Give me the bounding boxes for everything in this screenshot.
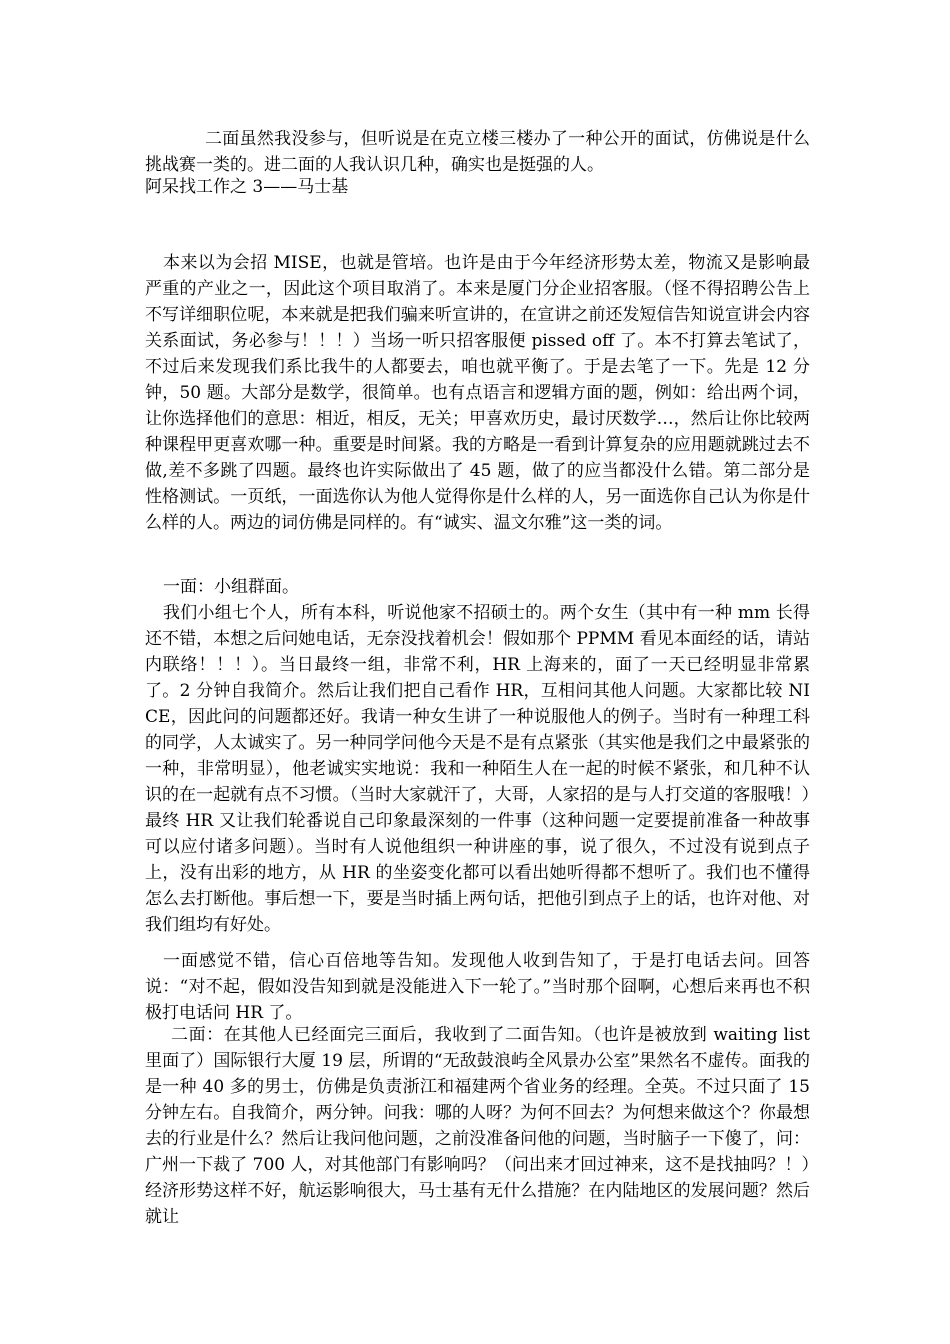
heading-round1: 一面：小组群面。	[163, 577, 299, 597]
paragraph-intro: 二面虽然我没参与，但听说是在克立楼三楼办了一种公开的面试，仿佛说是什么挑战赛一类的。进二面的人我认识几种，确实也是挺强的人。	[145, 129, 810, 175]
article-title: 阿呆找工作之 3——马士基	[145, 177, 349, 197]
paragraph-round2: 二面：在其他人已经面完三面后，我收到了二面告知。（也许是被放到 waiting list 里面了）国际银行大厦 19 层，所谓的“无敌鼓浪屿全风景办公室”果然名不虚传。面我的是一种 40 多的男士，仿佛是负责浙江和福建两个省业务的经理。全英。不过只面了 15 分钟左右。自我简介，两分钟。问我：哪的人呀？为何不回去？为何想来做这个？你最想去的行业是什么？然后让我问他问题，之前没准备问他的问题，当时脑子一下傻了，问：广州一下裁了 700 人，对其他部门有影响吗？（问出来才回过神来，这不是找抽吗？！）经济形势这样不好，航运影响很大，马士基有无什么措施？在内陆地区的发展问题？然后就让	[145, 1025, 810, 1227]
paragraph-after-round1: 一面感觉不错，信心百倍地等告知。发现他人收到告知了，于是打电话去问。回答说：“对不起，假如没告知到就是没能进入下一轮了。”当时那个囧啊，心想后来再也不积极打电话问 HR 了。	[145, 951, 810, 1023]
paragraph-written-test: 本来以为会招 MISE，也就是管培。也许是由于今年经济形势太差，物流又是影响最严重的产业之一，因此这个项目取消了。本来是厦门分企业招客服。（怪不得招聘公告上不写详细职位呢，本来就是把我们骗来听宣讲的，在宣讲之前还发短信告知说宣讲会内容关系面试，务必参与！！！）当场一听只招客服便 pissed off 了。本不打算去笔试了，不过后来发现我们系比我牛的人都要去，咱也就平衡了。于是去笔了一下。先是 12 分钟，50 题。大部分是数学，很简单。也有点语言和逻辑方面的题，例如：给出两个词，让你选择他们的意思：相近，相反，无关；甲喜欢历史，最讨厌数学…，然后让你比较两种课程甲更喜欢哪一种。重要是时间紧。我的方略是一看到计算复杂的应用题就跳过去不做,差不多跳了四题。最终也许实际做出了 45 题，做了的应当都没什么错。第二部分是性格测试。一页纸，一面选你认为他人觉得你是什么样的人，另一面选你自己认为你是什么样的人。两边的词仿佛是同样的。有“诚实、温文尔雅”这一类的词。	[145, 253, 810, 533]
paragraph-round1: 我们小组七个人，所有本科，听说他家不招硕士的。两个女生（其中有一种 mm 长得还不错，本想之后问她电话，无奈没找着机会！假如那个 PPMM 看见本面经的话，请站内联络！！！）。当日最终一组，非常不利，HR 上海来的，面了一天已经明显非常累了。2 分钟自我简介。然后让我们把自己看作 HR，互相问其他人问题。大家都比较 NICE，因此问的问题都还好。我请一种女生讲了一种说服他人的例子。当时有一种理工科的同学，人太诚实了。另一种同学问他今天是不是有点紧张（其实他是我们之中最紧张的一种，非常明显），他老诚实实地说：我和一种陌生人在一起的时候不紧张，和几种不认识的在一起就有点不习惯。（当时大家就汗了，大哥，人家招的是与人打交道的客服哦！）最终 HR 又让我们轮番说自己印象最深刻的一件事（这种问题一定要提前准备一种故事可以应付诸多问题）。当时有人说他组织一种讲座的事，说了很久，不过没有说到点子上，没有出彩的地方，从 HR 的坐姿变化都可以看出她听得都不想听了。我们也不懂得怎么去打断他。事后想一下，要是当时插上两句话，把他引到点子上的话，也许对他、对我们组均有好处。	[145, 603, 810, 935]
